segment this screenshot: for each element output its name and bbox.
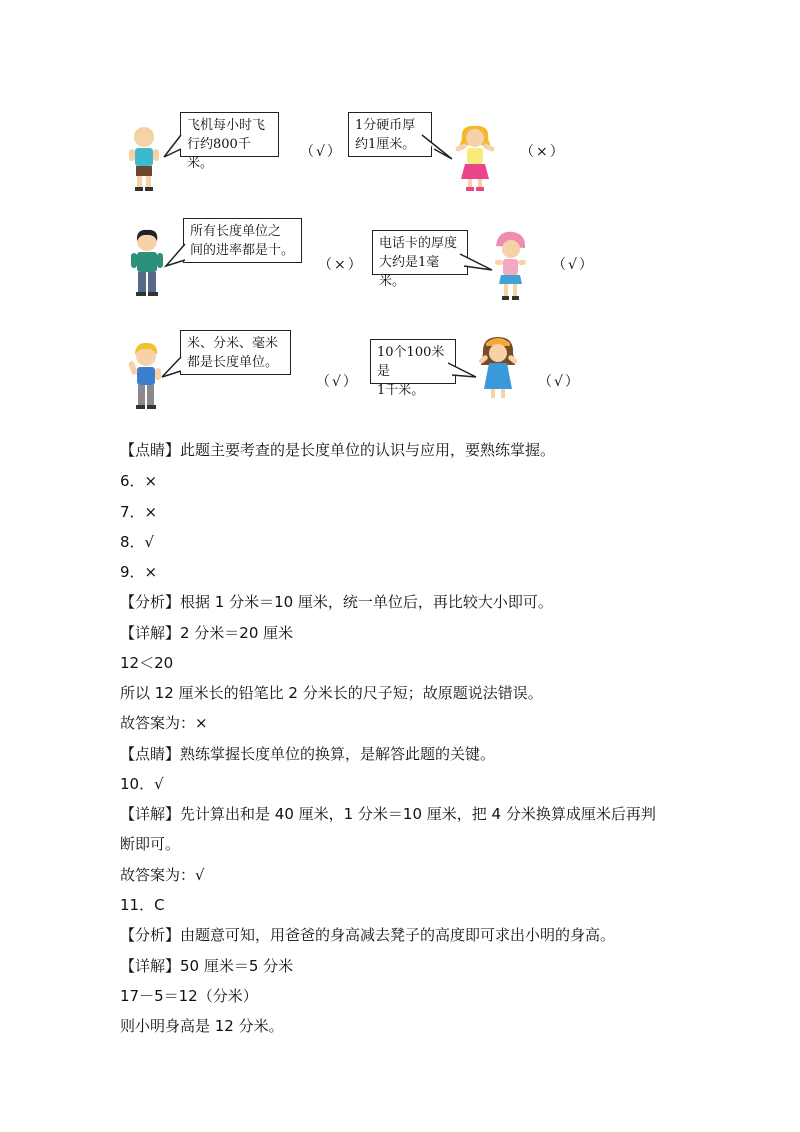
speech-bubble: 1分硬币厚 约1厘米。 [348, 112, 432, 157]
figure-row-1 [0, 105, 800, 205]
speech-bubble: 米、分米、毫米 都是长度单位。 [180, 330, 291, 375]
text-line: 9．× [120, 563, 158, 581]
text-line: 则小明身高是 12 分米。 [120, 1017, 284, 1035]
boy-cartoon-icon [124, 123, 164, 193]
answer-mark: （√） [552, 257, 595, 273]
text-line: 【点睛】熟练掌握长度单位的换算，是解答此题的关键。 [120, 745, 496, 763]
figure-row-2 [0, 216, 800, 316]
answer-mark: （√） [300, 144, 343, 160]
speech-bubble: 所有长度单位之 间的进率都是十。 [183, 218, 302, 263]
speech-tail [162, 135, 184, 159]
speech-bubble: 10个100米是 1千米。 [370, 339, 456, 384]
text-line: 8．√ [120, 533, 155, 551]
text-line: 断即可。 [120, 835, 181, 853]
text-line: 7．× [120, 503, 158, 521]
text-line: 【详解】50 厘米＝5 分米 [120, 957, 294, 975]
speech-bubble: 飞机每小时飞 行约800千米。 [180, 112, 279, 157]
girl-cartoon-icon [474, 335, 522, 403]
text-line: 12＜20 [120, 654, 174, 672]
text-line: 10．√ [120, 775, 164, 793]
text-line: 【详解】2 分米＝20 厘米 [120, 624, 294, 642]
speech-tail [160, 357, 184, 379]
girl-cartoon-icon [452, 123, 498, 193]
girl-cartoon-icon [489, 230, 531, 302]
speech-tail [420, 135, 454, 161]
answer-mark: （√） [538, 374, 581, 390]
text-line: 【分析】根据 1 分米＝10 厘米，统一单位后，再比较大小即可。 [120, 593, 553, 611]
figure-row-3 [0, 327, 800, 427]
text-line: 故答案为：√ [120, 866, 205, 884]
speech-bubble: 电话卡的厚度 大约是1毫米。 [372, 230, 468, 275]
text-line: 17－5＝12（分米） [120, 987, 258, 1005]
text-line: 【分析】由题意可知，用爸爸的身高减去凳子的高度即可求出小明的身高。 [120, 926, 616, 944]
text-line: 所以 12 厘米长的铅笔比 2 分米长的尺子短；故原题说法错误。 [120, 684, 543, 702]
text-line: 11．C [120, 896, 165, 914]
text-line: 【点睛】此题主要考查的是长度单位的认识与应用，要熟练掌握。 [120, 441, 556, 459]
boy-cartoon-icon [126, 228, 168, 298]
speech-tail [458, 254, 494, 274]
answer-mark: （×） [318, 257, 364, 273]
speech-tail [164, 244, 188, 268]
text-line: 6．× [120, 472, 158, 490]
speech-tail [446, 363, 478, 383]
text-line: 【详解】先计算出和是 40 厘米，1 分米＝10 厘米，把 4 分米换算成厘米后再判 [120, 805, 656, 823]
text-line: 故答案为：× [120, 714, 208, 732]
answer-mark: （√） [316, 374, 359, 390]
answer-mark: （×） [520, 144, 566, 160]
